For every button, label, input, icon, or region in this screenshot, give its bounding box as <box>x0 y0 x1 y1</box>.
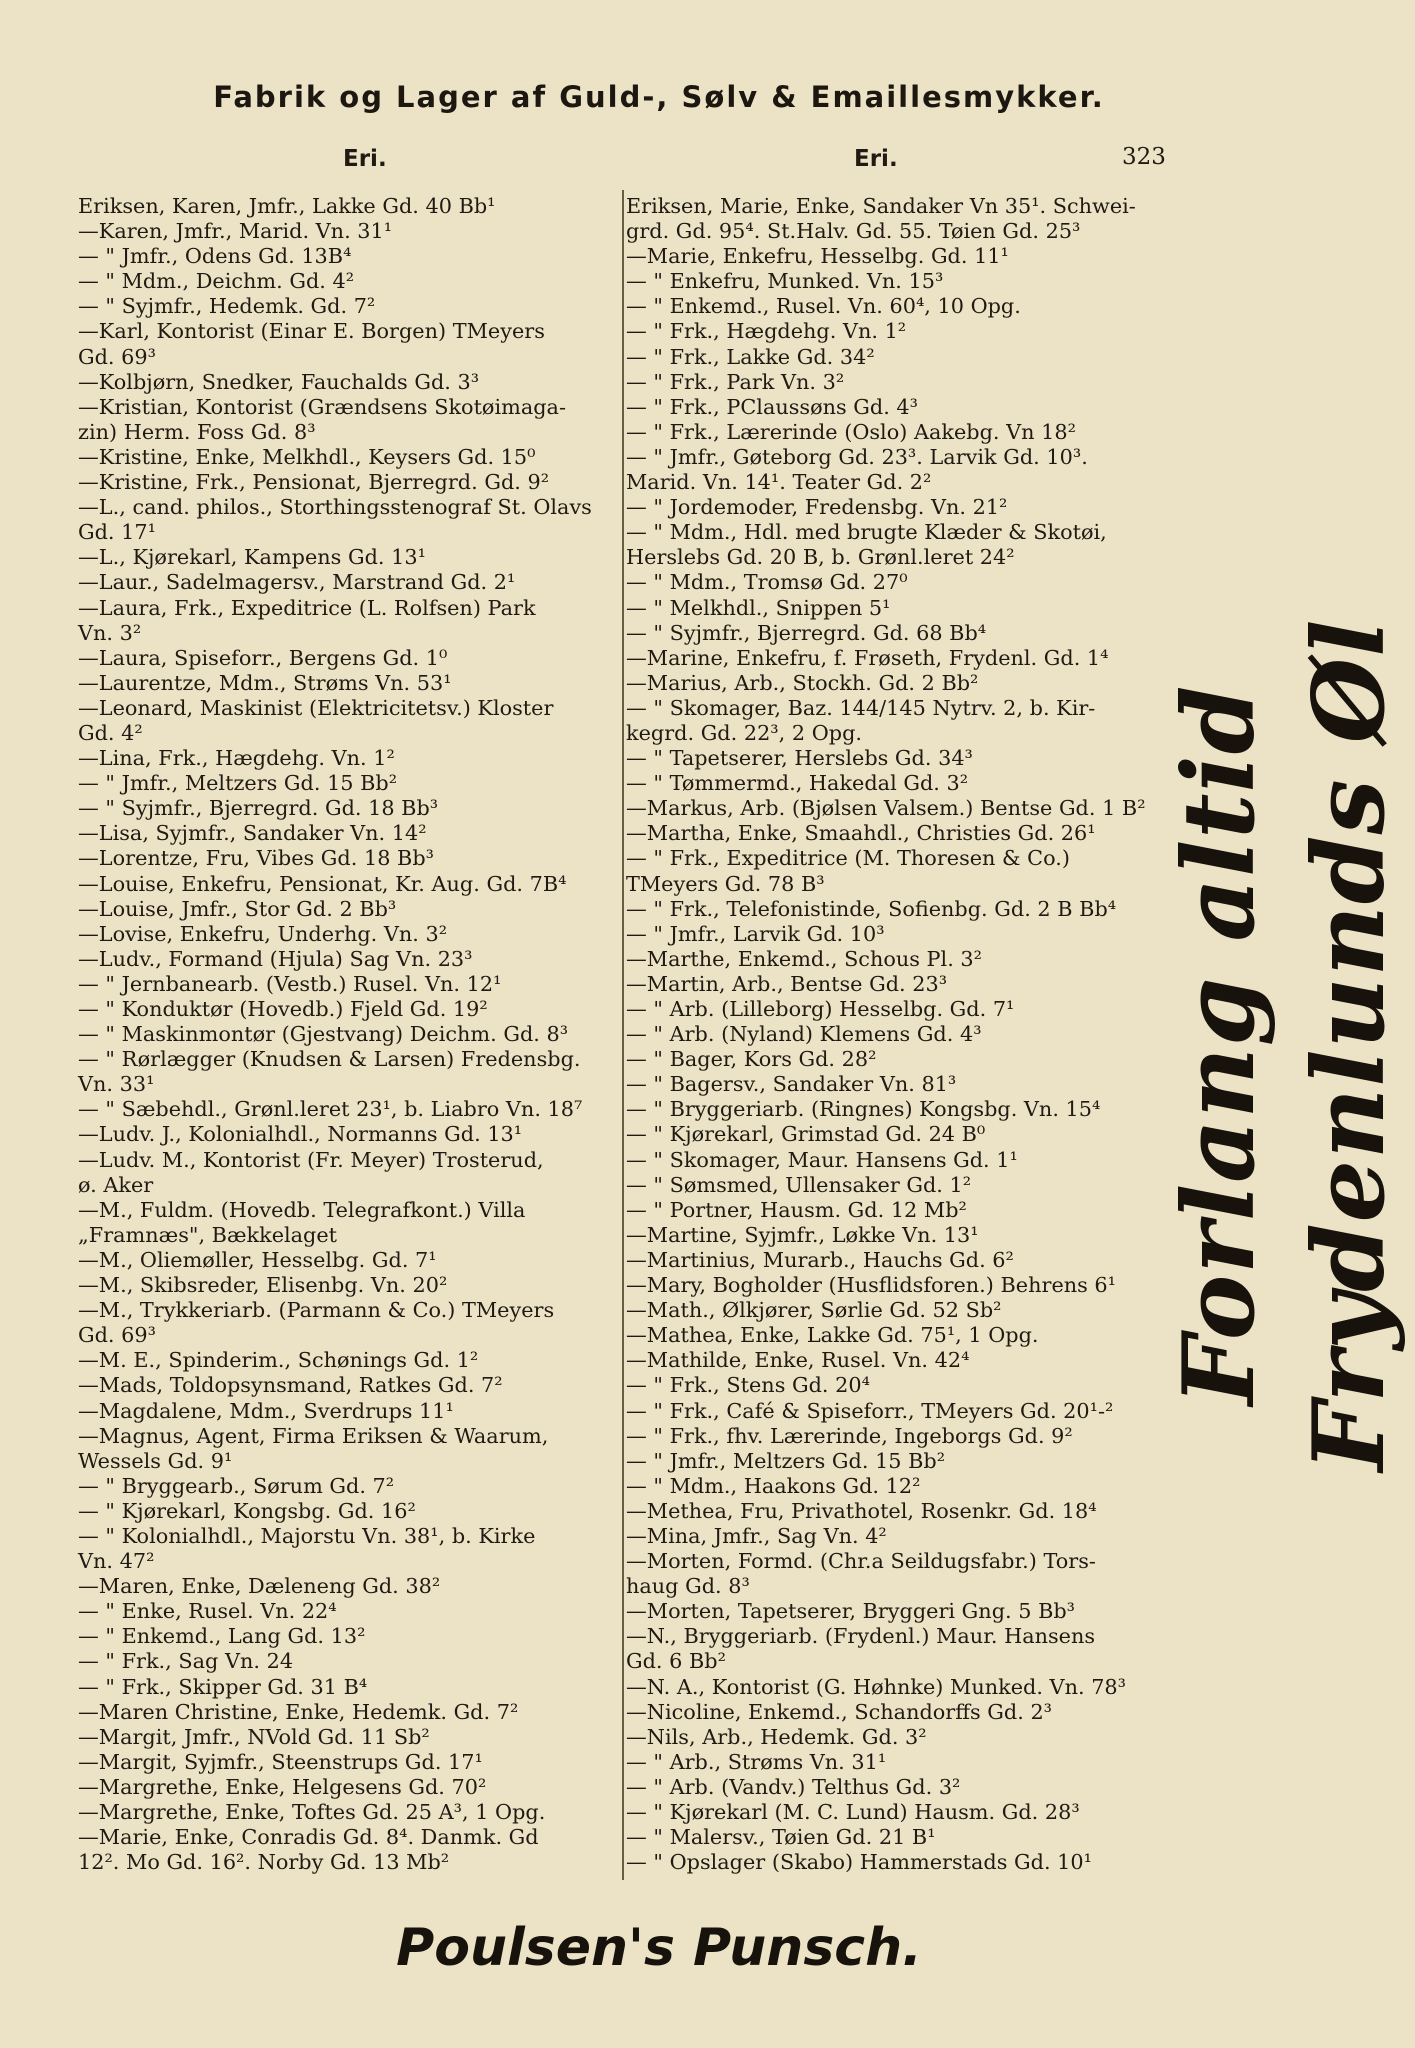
advertisement-banner: Fabrik og Lager af Guld-, Sølv & Emaillesmykker. <box>213 80 1105 114</box>
directory-entry-line: —Mathea, Enke, Lakke Gd. 75¹, 1 Opg. <box>626 1323 1039 1348</box>
directory-entry-line: „Framnæs", Bækkelaget <box>78 1222 338 1247</box>
directory-entry-line: Marid. Vn. 14¹. Teater Gd. 2² <box>626 470 932 495</box>
directory-entry-line: —M. E., Spinderim., Schønings Gd. 1² <box>78 1348 479 1373</box>
directory-entry-line: — " Frk., Lærerinde (Oslo) Aakebg. Vn 18² <box>626 419 1076 444</box>
directory-entry-line: — " Malersv., Tøien Gd. 21 B¹ <box>626 1825 936 1850</box>
directory-entry-line: —Methea, Fru, Privathotel, Rosenkr. Gd. 18⁴ <box>626 1498 1097 1523</box>
directory-entry-line: —Kristine, Frk., Pensionat, Bjerregrd. Gd. 9² <box>78 470 550 495</box>
directory-entry-line: — " Arb., Strøms Vn. 31¹ <box>626 1749 887 1774</box>
directory-entry-line: —Maren, Enke, Dæleneng Gd. 38² <box>78 1574 441 1599</box>
directory-entry-line: —Margit, Syjmfr., Steenstrups Gd. 17¹ <box>78 1749 483 1774</box>
directory-entry-line: Wessels Gd. 9¹ <box>78 1448 233 1473</box>
directory-entry-line: —Ludv. J., Kolonialhdl., Normanns Gd. 13¹ <box>78 1122 523 1147</box>
directory-entry-line: —Louise, Jmfr., Stor Gd. 2 Bb³ <box>78 896 397 921</box>
directory-entry-line: grd. Gd. 95⁴. St.Halv. Gd. 55. Tøien Gd. 25³ <box>626 219 1081 244</box>
directory-entry-line: — " Jordemoder, Fredensbg. Vn. 21² <box>626 495 1008 520</box>
footer-advertisement: Poulsen's Punsch. <box>396 1918 922 1978</box>
directory-entry-line: —M., Skibsreder, Elisenbg. Vn. 20² <box>78 1273 448 1298</box>
directory-entry-line: —N., Bryggeriarb. (Frydenl.) Maur. Hansens <box>626 1624 1096 1649</box>
directory-entry-line: —Louise, Enkefru, Pensionat, Kr. Aug. Gd. 7B⁴ <box>78 871 567 896</box>
directory-entry-line: — " Bryggearb., Sørum Gd. 7² <box>78 1473 395 1498</box>
directory-entry-line: Gd. 17¹ <box>78 520 156 545</box>
directory-entry-line: — " Jernbanearb. (Vestb.) Rusel. Vn. 12¹ <box>78 971 502 996</box>
directory-entry-line: — " Arb. (Vandv.) Telthus Gd. 3² <box>626 1774 961 1799</box>
directory-entry-line: —Laurentze, Mdm., Strøms Vn. 53¹ <box>78 670 452 695</box>
directory-entry-line: kegrd. Gd. 22³, 2 Opg. <box>626 720 862 745</box>
directory-entry-line: —M., Trykkeriarb. (Parmann & Co.) TMeyers <box>78 1298 555 1323</box>
directory-entry-line: — " Syjmfr., Hedemk. Gd. 7² <box>78 294 376 319</box>
directory-entry-line: — " Enke, Rusel. Vn. 22⁴ <box>78 1599 337 1624</box>
directory-entry-line: Gd. 6 Bb² <box>626 1649 726 1674</box>
directory-entry-line: —Math., Ølkjører, Sørlie Gd. 52 Sb² <box>626 1298 1002 1323</box>
directory-entry-line: —Karen, Jmfr., Marid. Vn. 31¹ <box>78 219 393 244</box>
directory-entry-line: —M., Fuldm. (Hovedb. Telegrafkont.) Villa <box>78 1197 526 1222</box>
directory-entry-line: —L., cand. philos., Storthingsstenograf St. Olavs <box>78 495 592 520</box>
directory-entry-line: —Markus, Arb. (Bjølsen Valsem.) Bentse Gd. 1 B² <box>626 796 1146 821</box>
directory-entry-line: —L., Kjørekarl, Kampens Gd. 13¹ <box>78 545 426 570</box>
directory-entry-line: —Martinius, Murarb., Hauchs Gd. 6² <box>626 1247 1014 1272</box>
directory-entry-line: — " Jmfr., Larvik Gd. 10³ <box>626 921 885 946</box>
directory-entry-line: — " Mdm., Deichm. Gd. 4² <box>78 269 355 294</box>
directory-entry-line: —Mathilde, Enke, Rusel. Vn. 42⁴ <box>626 1348 970 1373</box>
directory-entry-line: —Lorentze, Fru, Vibes Gd. 18 Bb³ <box>78 846 434 871</box>
directory-entry-line: —Martine, Syjmfr., Løkke Vn. 13¹ <box>626 1222 979 1247</box>
directory-entry-line: — " Opslager (Skabo) Hammerstads Gd. 10¹ <box>626 1850 1092 1875</box>
running-header-left: Eri. <box>343 146 387 172</box>
directory-entry-line: — " Sæbehdl., Grønl.leret 23¹, b. Liabro Vn. 18⁷ <box>78 1097 583 1122</box>
directory-entry-line: —N. A., Kontorist (G. Høhnke) Munked. Vn. 78³ <box>626 1674 1126 1699</box>
directory-entry-line: — " Frk., Café & Spiseforr., TMeyers Gd. 20¹-² <box>626 1398 1114 1423</box>
directory-entry-line: —Mads, Toldopsynsmand, Ratkes Gd. 7² <box>78 1373 503 1398</box>
directory-entry-line: Eriksen, Marie, Enke, Sandaker Vn 35¹. Schwei- <box>626 194 1136 218</box>
directory-entry-line: —Ludv. M., Kontorist (Fr. Meyer) Trosterud, <box>78 1147 544 1172</box>
directory-entry-line: Gd. 4² <box>78 720 143 745</box>
directory-entry-line: — " Frk., Expeditrice (M. Thoresen & Co.) <box>626 846 1070 871</box>
directory-entry-line: —Margrethe, Enke, Helgesens Gd. 70² <box>78 1774 487 1799</box>
directory-entry-line: Vn. 47² <box>78 1549 155 1574</box>
directory-entry-line: — " Syjmfr., Bjerregrd. Gd. 68 Bb⁴ <box>626 620 987 645</box>
directory-entry-line: —Lovise, Enkefru, Underhg. Vn. 3² <box>78 921 448 946</box>
directory-entry-line: — " Kjørekarl, Grimstad Gd. 24 B⁰ <box>626 1122 986 1147</box>
directory-entry-line: — " Bagersv., Sandaker Vn. 81³ <box>626 1072 957 1097</box>
right-column <box>626 194 1162 1875</box>
directory-entry-line: —Kristian, Kontorist (Grændsens Skotøimaga- <box>78 394 566 419</box>
directory-entry-line: TMeyers Gd. 78 B³ <box>626 871 825 896</box>
directory-entry-line: —Marie, Enkefru, Hesselbg. Gd. 11¹ <box>626 244 1009 269</box>
directory-entry-line: — " Kjørekarl (M. C. Lund) Hausm. Gd. 28³ <box>626 1800 1080 1824</box>
directory-entry-line: — " Enkemd., Rusel. Vn. 60⁴, 10 Opg. <box>626 294 1021 319</box>
directory-entry-line: — " Jmfr., Meltzers Gd. 15 Bb² <box>78 771 398 796</box>
directory-entry-line: —Laur., Sadelmagersv., Marstrand Gd. 2¹ <box>78 570 516 595</box>
directory-entry-line: —Mina, Jmfr., Sag Vn. 4² <box>626 1523 887 1548</box>
directory-entry-line: — " Frk., PClaussøns Gd. 4³ <box>626 394 918 419</box>
directory-entry-line: — " Frk., Park Vn. 3² <box>626 369 845 394</box>
directory-entry-line: — " Tømmermd., Hakedal Gd. 3² <box>626 771 969 796</box>
directory-entry-line: —Marius, Arb., Stockh. Gd. 2 Bb² <box>626 670 979 695</box>
directory-entry-line: — " Arb. (Nyland) Klemens Gd. 4³ <box>626 1022 982 1047</box>
directory-entry-line: — " Frk., Stens Gd. 20⁴ <box>626 1373 870 1398</box>
page-number: 323 <box>1122 144 1166 170</box>
running-header-right: Eri. <box>854 146 898 172</box>
directory-entry-line: —Laura, Spiseforr., Bergens Gd. 1⁰ <box>78 645 448 670</box>
directory-entry-line: — " Enkefru, Munked. Vn. 15³ <box>626 269 944 294</box>
directory-entry-line: — " Kolonialhdl., Majorstu Vn. 38¹, b. Kirke <box>78 1523 536 1548</box>
directory-entry-line: — " Jmfr., Odens Gd. 13B⁴ <box>78 244 352 269</box>
directory-entry-line: —Lina, Frk., Hægdehg. Vn. 1² <box>78 746 395 771</box>
directory-entry-line: —Margit, Jmfr., NVold Gd. 11 Sb² <box>78 1724 430 1749</box>
directory-entry-line: Gd. 69³ <box>78 344 156 369</box>
directory-entry-line: — " Frk., fhv. Lærerinde, Ingeborgs Gd. 9² <box>626 1423 1073 1448</box>
side-advertisement: Forlang altid Frydenlunds Øl <box>1162 618 1407 1472</box>
directory-entry-line: — " Mdm., Hdl. med brugte Klæder & Skotøi, <box>626 520 1107 545</box>
directory-entry-line: — " Konduktør (Hovedb.) Fjeld Gd. 19² <box>78 997 488 1021</box>
directory-entry-line: —Mary, Bogholder (Husflidsforen.) Behrens 6¹ <box>626 1273 1116 1298</box>
directory-entry-line: —Kolbjørn, Snedker, Fauchalds Gd. 3³ <box>78 369 480 394</box>
directory-entry-line: — " Skomager, Baz. 144/145 Nytrv. 2, b. Kir- <box>626 695 1096 720</box>
directory-entry-line: — " Bryggeriarb. (Ringnes) Kongsbg. Vn. 15⁴ <box>626 1097 1101 1122</box>
directory-entry-line: —Magdalene, Mdm., Sverdrups 11¹ <box>78 1398 454 1423</box>
directory-entry-line: —M., Oliemøller, Hesselbg. Gd. 7¹ <box>78 1247 437 1272</box>
directory-entry-line: —Martha, Enke, Smaahdl., Christies Gd. 26¹ <box>626 821 1096 846</box>
directory-entry-line: Eriksen, Karen, Jmfr., Lakke Gd. 40 Bb¹ <box>78 194 496 218</box>
directory-entry-line: — " Enkemd., Lang Gd. 13² <box>78 1624 366 1649</box>
directory-entry-line: — " Skomager, Maur. Hansens Gd. 1¹ <box>626 1147 1018 1172</box>
directory-entry-line: —Martin, Arb., Bentse Gd. 23³ <box>626 971 948 996</box>
directory-entry-line: —Lisa, Syjmfr., Sandaker Vn. 14² <box>78 821 427 846</box>
directory-entry-line: — " Syjmfr., Bjerregrd. Gd. 18 Bb³ <box>78 796 439 821</box>
directory-entry-line: — " Kjørekarl, Kongsbg. Gd. 16² <box>78 1498 416 1523</box>
directory-entry-line: —Magnus, Agent, Firma Eriksen & Waarum, <box>78 1423 549 1448</box>
directory-entry-line: — " Bager, Kors Gd. 28² <box>626 1047 877 1072</box>
directory-entry-line: ø. Aker <box>78 1172 154 1197</box>
directory-entry-line: haug Gd. 8³ <box>626 1574 750 1599</box>
directory-entry-line: Herslebs Gd. 20 B, b. Grønl.leret 24² <box>626 545 1015 570</box>
directory-entry-line: —Maren Christine, Enke, Hedemk. Gd. 7² <box>78 1699 519 1724</box>
column-divider <box>622 190 624 1880</box>
directory-entry-line: — " Frk., Sag Vn. 24 <box>78 1649 294 1674</box>
directory-entry-line: — " Arb. (Lilleborg) Hesselbg. Gd. 7¹ <box>626 997 1015 1021</box>
directory-entry-line: — " Portner, Hausm. Gd. 12 Mb² <box>626 1197 967 1222</box>
directory-entry-line: — " Rørlægger (Knudsen & Larsen) Fredensbg. <box>78 1047 581 1072</box>
directory-entry-line: —Morten, Formd. (Chr.a Seildugsfabr.) Tors- <box>626 1549 1096 1574</box>
directory-entry-line: —Ludv., Formand (Hjula) Sag Vn. 23³ <box>78 946 473 971</box>
directory-entry-line: — " Mdm., Tromsø Gd. 27⁰ <box>626 570 908 595</box>
directory-entry-line: —Laura, Frk., Expeditrice (L. Rolfsen) Park <box>78 595 536 620</box>
directory-entry-line: — " Mdm., Haakons Gd. 12² <box>626 1473 921 1498</box>
directory-entry-line: — " Maskinmontør (Gjestvang) Deichm. Gd. 8³ <box>78 1022 569 1047</box>
directory-entry-line: —Leonard, Maskinist (Elektricitetsv.) Kloster <box>78 695 554 720</box>
directory-entry-line: — " Frk., Hægdehg. Vn. 1² <box>626 319 907 344</box>
directory-entry-line: —Nils, Arb., Hedemk. Gd. 3² <box>626 1724 927 1749</box>
directory-entry-line: —Marie, Enke, Conradis Gd. 8⁴. Danmk. Gd <box>78 1825 539 1850</box>
directory-entry-line: — " Sømsmed, Ullensaker Gd. 1² <box>626 1172 972 1197</box>
directory-entry-line: —Karl, Kontorist (Einar E. Borgen) TMeyers <box>78 319 545 344</box>
left-column <box>78 194 616 1875</box>
directory-entry-line: —Morten, Tapetserer, Bryggeri Gng. 5 Bb³ <box>626 1599 1076 1624</box>
directory-entry-line: — " Jmfr., Meltzers Gd. 15 Bb² <box>626 1448 946 1473</box>
directory-entry-line: 12². Mo Gd. 16². Norby Gd. 13 Mb² <box>78 1850 450 1875</box>
directory-entry-line: — " Frk., Skipper Gd. 31 B⁴ <box>78 1674 368 1699</box>
directory-entry-line: —Kristine, Enke, Melkhdl., Keysers Gd. 15⁰ <box>78 444 536 469</box>
directory-entry-line: —Margrethe, Enke, Toftes Gd. 25 A³, 1 Opg. <box>78 1800 546 1824</box>
directory-entry-line: Vn. 3² <box>78 620 142 645</box>
directory-entry-line: — " Frk., Lakke Gd. 34² <box>626 344 875 369</box>
directory-entry-line: —Marthe, Enkemd., Schous Pl. 3² <box>626 946 982 971</box>
directory-entry-line: Gd. 69³ <box>78 1323 156 1348</box>
directory-entry-line: —Marine, Enkefru, f. Frøseth, Frydenl. Gd. 1⁴ <box>626 645 1109 670</box>
directory-entry-line: zin) Herm. Foss Gd. 8³ <box>78 419 316 444</box>
directory-entry-line: Vn. 33¹ <box>78 1072 155 1097</box>
directory-entry-line: — " Tapetserer, Herslebs Gd. 34³ <box>626 746 973 771</box>
directory-entry-line: — " Jmfr., Gøteborg Gd. 23³. Larvik Gd. 10³. <box>626 444 1088 469</box>
directory-entry-line: — " Melkhdl., Snippen 5¹ <box>626 595 891 620</box>
directory-entry-line: — " Frk., Telefonistinde, Sofienbg. Gd. 2 B Bb⁴ <box>626 896 1117 921</box>
directory-entry-line: —Nicoline, Enkemd., Schandorffs Gd. 2³ <box>626 1699 1053 1724</box>
